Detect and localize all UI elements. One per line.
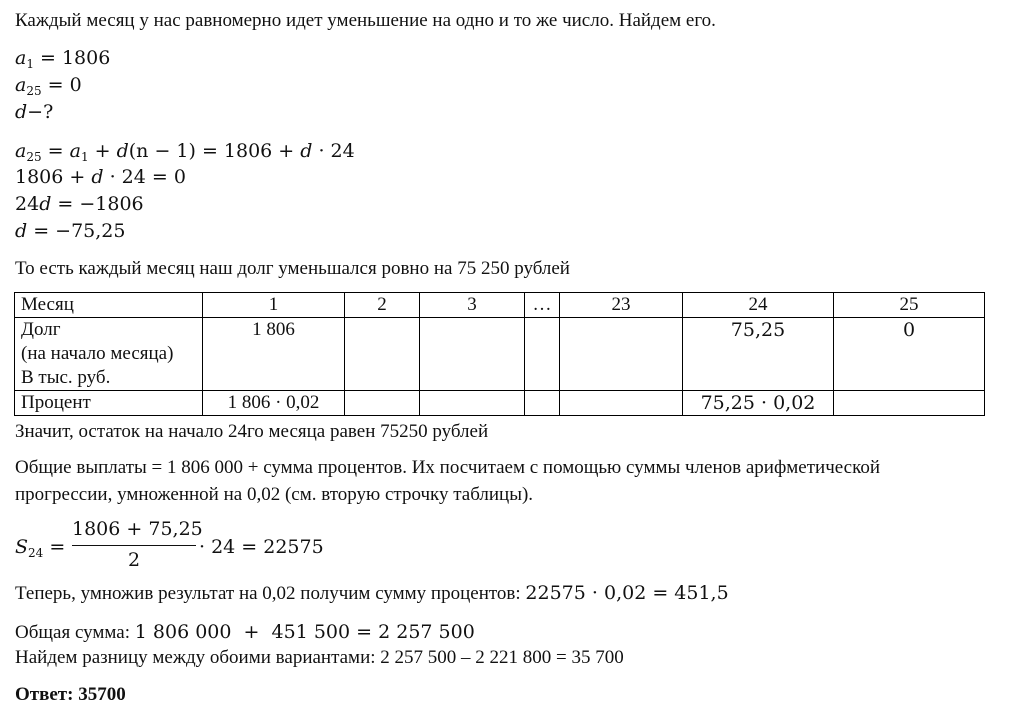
percent-cell: 1 806 · 0,02 <box>203 391 345 416</box>
debt-cell <box>525 318 560 391</box>
debt-label-line: Долг <box>21 319 61 340</box>
answer-line: Ответ: 35700 <box>15 684 126 705</box>
fraction-denominator: 2 <box>127 549 141 571</box>
intro-text: Каждый месяц у нас равномерно идет уменьшение на одно и то же число. Найдем его. <box>15 10 716 31</box>
percent-cell <box>420 391 525 416</box>
table-header-row <box>15 293 985 318</box>
header-cell: 3 <box>420 293 525 318</box>
total-text-line2: прогрессии, умноженной на 0,02 (см. вторую строчку таблицы). <box>15 484 534 505</box>
header-cell: … <box>525 293 560 318</box>
difference-line: Найдем разницу между обоими вариантами: 2 257 500 – 2 221 800 = 35 700 <box>15 647 624 668</box>
debt-cell <box>560 318 683 391</box>
formula-tail: · 24 = 22575 <box>199 536 324 558</box>
debt-label-line: (на начало месяца) <box>21 343 174 364</box>
total-text-line1: Общие выплаты = 1 806 000 + сумма процентов. Их посчитаем с помощью суммы членов арифметической <box>15 457 881 478</box>
given-a1: $a_1 = 1806$ <box>15 47 111 71</box>
debt-cell: 75,25 <box>683 318 834 391</box>
header-cell: 23 <box>560 293 683 318</box>
percent-cell <box>834 391 985 416</box>
decrease-text: То есть каждый месяц наш долг уменьшался ровно на 75 250 рублей <box>15 258 570 279</box>
equation-4: d = −75,25 <box>15 220 126 242</box>
debt-label <box>15 318 203 391</box>
equation-2: 1806 + d · 24 = 0 <box>15 166 186 188</box>
equation-1: $a_{25} = a_1 + d(n - 1) = 1806 + d \cdot 24$ <box>15 140 355 164</box>
given-a25: $a_{25} = 0$ <box>15 74 82 98</box>
debt-cell <box>345 318 420 391</box>
percent-cell <box>345 391 420 416</box>
equation-3: 24d = −1806 <box>15 193 144 215</box>
table-row-debt <box>15 318 985 391</box>
percent-cell: 75,25 · 0,02 <box>683 391 834 416</box>
debt-table <box>14 292 985 416</box>
table-row-percent <box>15 391 985 416</box>
debt-cell <box>420 318 525 391</box>
fraction-numerator: 1806 + 75,25 <box>72 518 203 540</box>
percent-cell <box>525 391 560 416</box>
percent-label: Процент <box>15 391 203 416</box>
header-cell: Месяц <box>15 293 203 318</box>
header-cell: 25 <box>834 293 985 318</box>
debt-label-line: В тыс. руб. <box>21 367 111 388</box>
percent-cell <box>560 391 683 416</box>
total-sum-line: Общая сумма: 1 806 000 + 451 500 = 2 257 500 <box>15 621 475 643</box>
debt-cell: 1 806 <box>203 318 345 391</box>
remainder-text: Значит, остаток на начало 24го месяца равен 75250 рублей <box>15 421 489 442</box>
multiply-line: Теперь, умножив результат на 0,02 получим сумму процентов: 22575 · 0,02 = 451,5 <box>15 582 729 604</box>
given-d: d−? <box>15 101 54 123</box>
header-cell: 1 <box>203 293 345 318</box>
header-cell: 24 <box>683 293 834 318</box>
header-cell: 2 <box>345 293 420 318</box>
debt-cell: 0 <box>834 318 985 391</box>
fraction-bar <box>72 545 196 546</box>
